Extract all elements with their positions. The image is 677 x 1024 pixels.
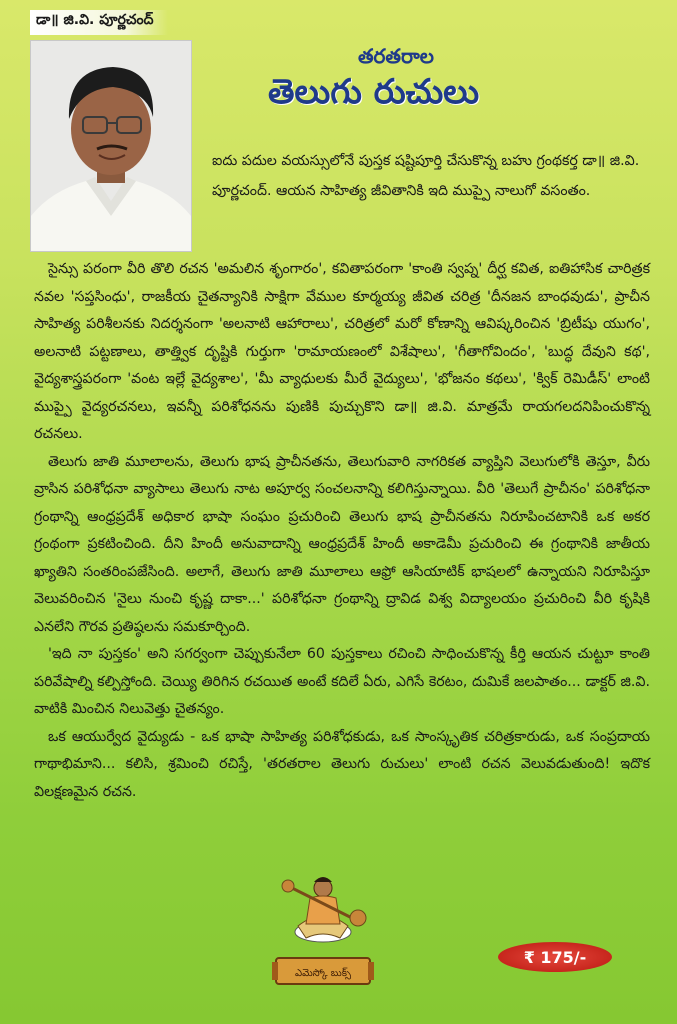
body-paragraph: 'ఇది నా పుస్తకం' అని సగర్వంగా చెప్పుకునేలా 60 పుస్తకాలు రచించి సాధించుకొన్న కీర్తి ఆయన చుట్టూ కాంతి పరివేషాల్ని కల్పిస్తోంది. చెయ్యి తిరిగిన రచయిత అంటే కదిలే ఏరు, ఎగిసే కెరటం, దుమికే జలపాతం... డాక్టర్ జి.వి. వాటికి మించిన నిలువెత్తు చైతన్యం. — [34, 646, 650, 717]
book-title: తెలుగు రుచులు — [268, 72, 480, 112]
intro-paragraph: ఐదు పదుల వయస్సులోనే పుస్తక షష్టిపూర్తి చేసుకొన్న బహు గ్రంథకర్త డా॥ జి.వి. పూర్ణచంద్. ఆయన సాహిత్య జీవితానికి ఇది ముప్పై నాలుగో వసంతం. — [212, 153, 640, 199]
author-name-banner: డా॥ జి.వి. పూర్ణచంద్ — [30, 10, 168, 35]
body-paragraph: ఒక ఆయుర్వేద వైద్యుడు - ఒక భాషా సాహిత్య పరిశోధకుడు, ఒక సాంస్కృతిక చరిత్రకారుడు, ఒక సంప్రదాయ గాథాభిమాని... కలిసి, శ్రమించి రచిస్తే, 'తరతరాల తెలుగు రుచులు' లాంటి రచన వెలువడుతుంది! ఇదొక విలక్షణమైన రచన. — [34, 728, 650, 800]
price-badge: ₹ 175/- — [498, 942, 612, 972]
author-portrait-icon — [31, 41, 191, 251]
description-body — [34, 256, 650, 806]
publisher-name: ఎమెస్కో బుక్స్ — [294, 968, 352, 979]
book-subtitle: తరతరాల — [358, 44, 434, 68]
body-paragraph: సైన్సు పరంగా వీరి తొలి రచన 'అమలిన శృంగారం', కవితాపరంగా 'కాంతి స్వప్న' దీర్ఘ కవిత, ఐతిహాసిక చారిత్రక నవల 'సప్తసింధు', రాజకీయ చైతన్యానికి సాక్షిగా వేముల కూర్మయ్య జీవిత చరిత్ర 'దీనజన బాంధవుడు', ప్రాచీన సాహిత్య పరిశీలనకు నిదర్శనంగా 'అలనాటి ఆహారాలు', చరిత్రలో మరో కోణాన్ని ఆవిష్కరించిన 'బ్రిటీషు యుగం', అలనాటి పట్టణాలు, తాత్త్విక దృష్టికి గుర్తుగా 'రామాయణంలో విశేషాలు', 'గీతాగోవిందం', 'బుద్ధ దేవుని కథ', వైద్యశాస్త్రపరంగా 'వంట ఇల్లే వైద్యశాల', 'మీ వ్యాధులకు మీరే వైద్యులు', 'భోజనం కథలు', 'క్విక్ రెమిడీస్' లాంటి ముప్పై వైద్యరచనలు, ఇవన్నీ పరిశోధనను పుణికి పుచ్చుకొని డా॥ జి.వి. మాత్రమే రాయగలదనిపించుకొన్న రచనలు. — [34, 261, 650, 442]
body-paragraph: తెలుగు జాతి మూలాలను, తెలుగు భాష ప్రాచీనతను, తెలుగువారి నాగరికత వ్యాప్తిని వెలుగులోకి తెస్తూ, వీరు వ్రాసిన పరిశోధనా వ్యాసాలు తెలుగు నాట అపూర్వ సంచలనాన్ని కలిగిస్తున్నాయి. వీరి 'తెలుగే ప్రాచీనం' పరిశోధనా గ్రంథాన్ని ఆంధ్రప్రదేశ్ అధికార భాషా సంఘం ప్రచురించి తెలుగు భాష ప్రాచీనతను నిరూపించటానికి ఒక అకర గ్రంథంగా ప్రకటించింది. దీని హిందీ అనువాదాన్ని ఆంధ్రప్రదేశ్ హిందీ అకాడెమీ ప్రచురించి ఈ గ్రంథానికి జాతీయ ఖ్యాతిని సంతరింపజేసింది. అలాగే, తెలుగు జాతి మూలాలు ఆఫ్రో ఆసియాటిక్ భాషలలో ఉన్నాయని నిరూపిస్తూ వెలువరించిన 'నైలు నుంచి కృష్ణ దాకా...' పరిశోధనా గ్రంథాన్ని ద్రావిడ విశ్వ విద్యాలయం ప్రచురించి వీరి కృషికి ఎనలేని గౌరవ ప్రతిష్ఠలను సమకూర్చింది. — [34, 453, 650, 635]
publisher-logo — [268, 866, 378, 990]
author-photo — [30, 40, 192, 252]
saraswati-veena-icon — [268, 866, 378, 990]
